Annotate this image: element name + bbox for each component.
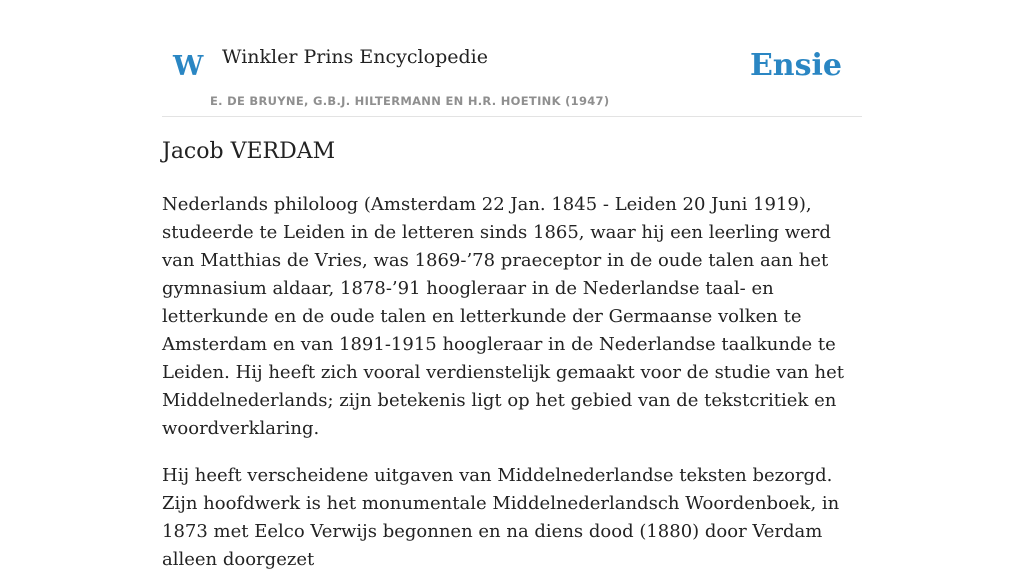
article: [162, 138, 862, 574]
winkler-prins-logo-icon[interactable]: W: [173, 51, 204, 82]
article-paragraph: Hij heeft verscheidene uitgaven van Middelnederlandse teksten bezorgd. Zijn hoofdwerk is het monumentale Middelnederlandsch Woordenboek, in 1873 met Eelco Verwijs begonnen en na diens dood (1880) door Verdam alleen doorgezet: [162, 464, 840, 570]
source-title[interactable]: Winkler Prins Encyclopedie: [222, 46, 488, 68]
source-authors: E. DE BRUYNE, G.B.J. HILTERMANN EN H.R. HOETINK (1947): [210, 94, 610, 108]
ensie-logo[interactable]: Ensie: [749, 48, 842, 83]
header: [162, 0, 862, 117]
article-title: Jacob VERDAM: [162, 139, 336, 164]
article-paragraph: Nederlands philoloog (Amsterdam 22 Jan. 1845 - Leiden 20 Juni 1919), studeerde te Leiden in de letteren sinds 1865, waar hij een leerling werd van Matthias de Vries, was 1869-’78 praeceptor in de oude talen aan het gymnasium aldaar, 1878-’91 hoogleraar in de Nederlandse taal- en letterkunde en de oude talen en letterkunde der Germaanse volken te Amsterdam en van 1891-1915 hoogleraar in de Nederlandse taalkunde te Leiden. Hij heeft zich vooral verdienstelijk gemaakt voor de studie van het Middelnederlands; zijn betekenis ligt op het gebied van de tekstcritiek en woordverklaring.: [162, 193, 844, 439]
